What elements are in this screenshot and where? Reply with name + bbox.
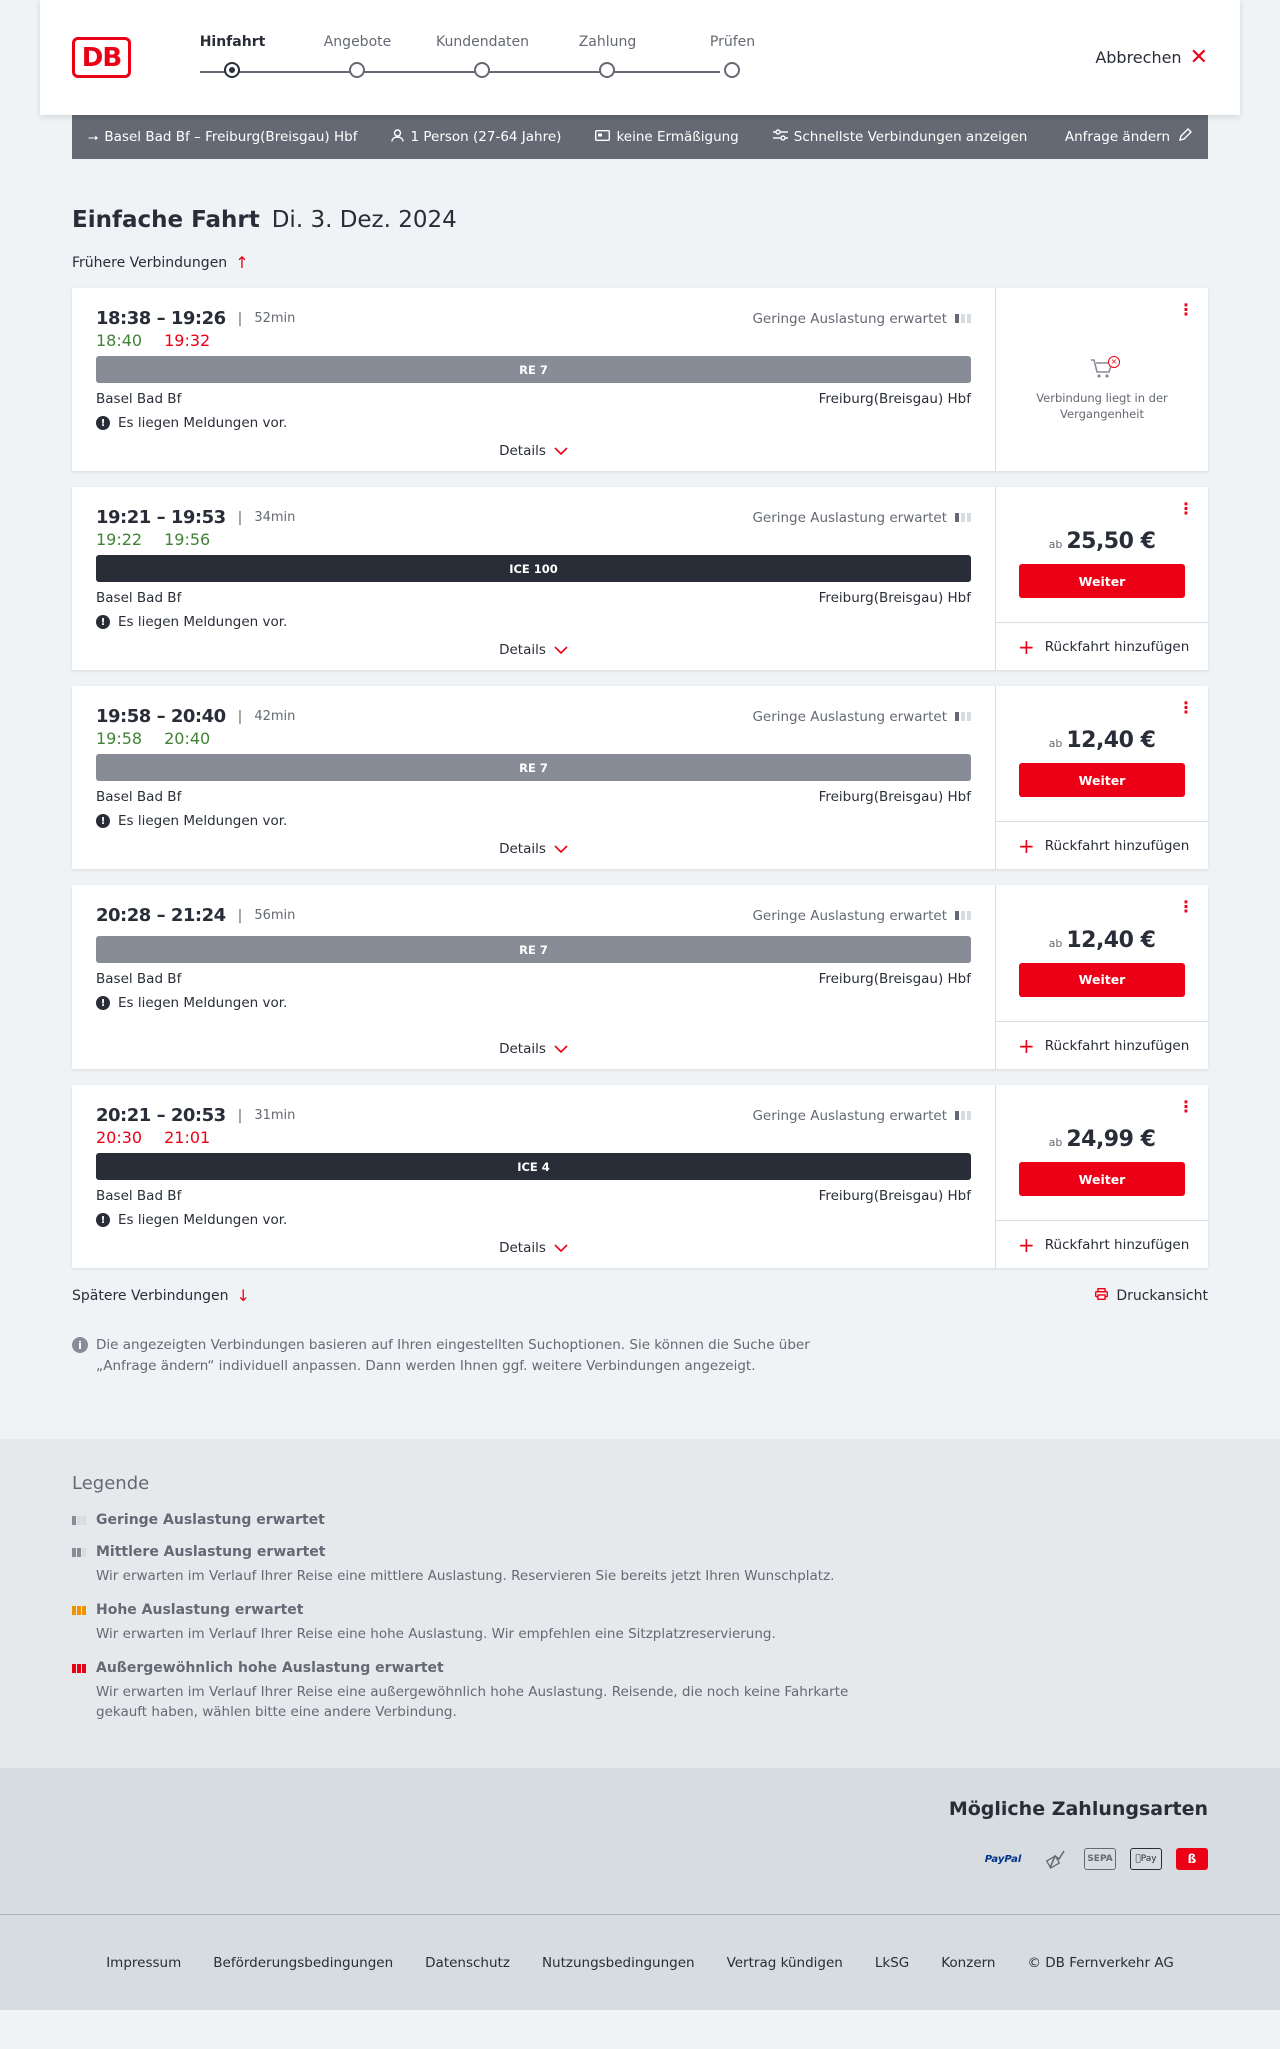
realtime-row	[96, 530, 971, 549]
load-extreme-icon	[72, 1664, 88, 1673]
progress-line	[200, 71, 720, 73]
warning-icon: !	[96, 416, 110, 430]
continue-button[interactable]: Weiter	[1019, 763, 1185, 797]
continue-button[interactable]: Weiter	[1019, 564, 1185, 598]
footer-link-konzern[interactable]: Konzern	[941, 1954, 996, 1971]
departure-station: Basel Bad Bf	[96, 391, 182, 407]
details-toggle[interactable]	[96, 1240, 971, 1256]
route-arrow-icon: ⭢	[88, 129, 99, 145]
legend-item-title: Außergewöhnlich hohe Auslastung erwartet	[96, 1660, 444, 1676]
past-connection-info	[996, 288, 1208, 471]
step-dot-icon	[474, 62, 490, 78]
realtime-departure: 18:40	[96, 331, 143, 350]
add-return-trip-label: Rückfahrt hinzufügen	[1044, 837, 1190, 854]
more-options-icon[interactable]: ⋮	[1178, 1097, 1194, 1116]
step-dot-icon	[349, 62, 365, 78]
continue-button[interactable]: Weiter	[1019, 963, 1185, 997]
load-forecast-label: Geringe Auslastung erwartet	[752, 509, 947, 526]
payment-icons	[974, 1848, 1208, 1870]
cancel-button[interactable]	[1095, 44, 1208, 70]
realtime-departure: 19:58	[96, 729, 143, 748]
step-angebote	[295, 34, 420, 50]
past-connection-text: Verbindung liegt in der Vergangenheit	[1036, 390, 1168, 421]
realtime-row	[96, 331, 971, 350]
legend-item-medium	[72, 1544, 1208, 1586]
separator: |	[237, 1107, 243, 1124]
load-forecast-label: Geringe Auslastung erwartet	[752, 1107, 947, 1124]
details-label: Details	[499, 1041, 546, 1057]
connection-list	[72, 288, 1208, 1268]
footer-copyright: © DB Fernverkehr AG	[1027, 1954, 1174, 1971]
stations-row	[96, 1188, 971, 1204]
scheduled-times: 20:21 – 20:53	[96, 1105, 226, 1126]
main-content	[72, 207, 1208, 1377]
page-title-row	[72, 207, 1208, 233]
details-label: Details	[499, 1240, 546, 1256]
later-connections-label: Spätere Verbindungen	[72, 1287, 229, 1304]
separator: |	[237, 708, 243, 725]
step-label: Angebote	[323, 34, 392, 50]
progress-steps	[170, 34, 756, 84]
connection-details[interactable]	[72, 1085, 995, 1268]
chevron-down-icon	[554, 842, 568, 856]
arrival-station: Freiburg(Breisgau) Hbf	[818, 971, 971, 987]
load-forecast-label: Geringe Auslastung erwartet	[752, 310, 947, 327]
scheduled-times: 19:58 – 20:40	[96, 706, 226, 727]
step-kundendaten	[420, 34, 545, 50]
info-icon: i	[72, 1337, 88, 1353]
realtime-arrival: 21:01	[164, 1128, 211, 1147]
print-view-link[interactable]	[1095, 1286, 1208, 1305]
load-low-icon	[955, 314, 971, 323]
times-row	[96, 706, 971, 727]
price	[1049, 728, 1156, 753]
cart-unavailable-icon	[1090, 356, 1118, 382]
load-high-icon	[72, 1606, 88, 1615]
warning-icon: !	[96, 814, 110, 828]
footer-link-impressum[interactable]: Impressum	[106, 1954, 182, 1971]
load-forecast	[752, 311, 971, 327]
db-logo[interactable]: DB	[72, 37, 131, 78]
load-forecast	[752, 1108, 971, 1124]
price-prefix: ab	[1048, 538, 1063, 551]
legend-item-extreme	[72, 1660, 1208, 1722]
payment-methods-section	[0, 1768, 1280, 1914]
footer-link-datenschutz[interactable]: Datenschutz	[425, 1954, 510, 1971]
details-label: Details	[499, 443, 546, 459]
bottom-links	[72, 1286, 1208, 1305]
legend-item-title: Hohe Auslastung erwartet	[96, 1602, 304, 1618]
chevron-down-icon	[554, 444, 568, 458]
footer-link-vertrag[interactable]: Vertrag kündigen	[726, 1954, 843, 1971]
departure-station: Basel Bad Bf	[96, 1188, 182, 1204]
arrow-up-icon: ↑	[235, 253, 249, 272]
step-zahlung	[545, 34, 670, 50]
search-info-text: Die angezeigten Verbindungen basieren auf Ihren eingestellten Suchoptionen. Sie können die Suche über „Anfrage ändern“ individuell anpassen. Dann werden Ihnen ggf. weitere Verbindungen angezeigt.	[96, 1337, 810, 1374]
chevron-down-icon	[554, 1042, 568, 1056]
connection-details[interactable]	[72, 288, 995, 471]
disruption-note-text: Es liegen Meldungen vor.	[118, 995, 288, 1011]
connection-card	[72, 288, 1208, 471]
query-persons-label: 1 Person (27-64 Jahre)	[410, 129, 562, 145]
load-low-icon	[955, 513, 971, 522]
load-forecast	[752, 510, 971, 526]
realtime-departure: 19:22	[96, 530, 143, 549]
query-summary-bar	[72, 115, 1208, 159]
separator: |	[237, 509, 243, 526]
plus-icon: +	[1018, 634, 1035, 659]
scheduled-times: 18:38 – 19:26	[96, 308, 226, 329]
connection-details[interactable]	[72, 885, 995, 1069]
connection-details[interactable]	[72, 487, 995, 670]
realtime-row	[96, 1128, 971, 1147]
person-icon	[391, 129, 404, 146]
disruption-note	[96, 415, 971, 431]
duration: 52min	[254, 311, 296, 326]
query-discount	[595, 129, 738, 145]
more-options-icon[interactable]: ⋮	[1178, 698, 1194, 717]
payment-title: Mögliche Zahlungsarten	[948, 1798, 1208, 1820]
realtime-row	[96, 729, 971, 748]
load-low-icon	[955, 712, 971, 721]
step-hinfahrt[interactable]	[170, 34, 295, 50]
step-label: Kundendaten	[435, 34, 530, 50]
train-bar: ICE 100	[96, 555, 971, 582]
price-amount: 25,50 €	[1066, 529, 1156, 554]
change-request-label: Anfrage ändern	[1064, 129, 1170, 145]
add-return-trip-label: Rückfahrt hinzufügen	[1044, 1236, 1190, 1253]
plus-icon: +	[1018, 833, 1035, 858]
legend-item-low	[72, 1512, 1208, 1528]
footer-link-nutzung[interactable]: Nutzungsbedingungen	[541, 1954, 695, 1971]
stations-row	[96, 789, 971, 805]
cancel-label: Abbrechen	[1095, 48, 1182, 67]
arrival-station: Freiburg(Breisgau) Hbf	[818, 1188, 971, 1204]
add-return-trip-label: Rückfahrt hinzufügen	[1044, 1037, 1190, 1054]
footer-link-befoerderung[interactable]: Beförderungsbedingungen	[213, 1954, 394, 1971]
price	[1049, 529, 1156, 554]
times-row	[96, 507, 971, 528]
realtime-arrival: 19:32	[164, 331, 211, 350]
price-amount: 24,99 €	[1066, 1127, 1156, 1152]
paypal-icon: PayPal	[984, 1853, 1022, 1865]
disruption-note-text: Es liegen Meldungen vor.	[118, 614, 288, 630]
chevron-down-icon	[554, 643, 568, 657]
realtime-arrival: 19:56	[164, 530, 211, 549]
plus-icon: +	[1018, 1033, 1035, 1058]
price-amount: 12,40 €	[1066, 927, 1156, 953]
details-toggle[interactable]	[96, 841, 971, 857]
stations-row	[96, 971, 971, 987]
connection-card	[72, 487, 1208, 670]
legend-item-high	[72, 1602, 1208, 1644]
printer-icon	[1095, 1288, 1108, 1304]
price-box	[996, 885, 1208, 1021]
price-box	[996, 686, 1208, 821]
card-icon	[595, 130, 610, 145]
disruption-note-text: Es liegen Meldungen vor.	[118, 415, 288, 431]
pencil-icon	[1178, 128, 1192, 146]
footer	[0, 1914, 1280, 2010]
legend-item-desc: Wir erwarten im Verlauf Ihrer Reise eine außergewöhnlich hohe Auslastung. Reisende, die noch keine Fahrkarte gekauft haben, wählen bitte eine andere Verbindung.	[96, 1684, 849, 1720]
query-persons	[391, 129, 561, 146]
offer-panel	[995, 686, 1208, 869]
add-return-trip-button[interactable]	[996, 1021, 1208, 1069]
add-return-trip-button[interactable]	[996, 622, 1208, 670]
duration: 56min	[254, 908, 296, 923]
page-title: Einfache Fahrt	[72, 207, 260, 233]
disruption-note	[96, 995, 971, 1011]
departure-station: Basel Bad Bf	[96, 971, 182, 987]
add-return-trip-button[interactable]	[996, 1220, 1208, 1268]
more-options-icon[interactable]: ⋮	[1178, 499, 1194, 518]
details-toggle[interactable]	[96, 642, 971, 658]
more-options-icon[interactable]: ⋮	[1178, 300, 1194, 319]
query-fastest	[773, 129, 1028, 145]
connection-card	[72, 686, 1208, 869]
arrival-station: Freiburg(Breisgau) Hbf	[818, 391, 971, 407]
train-bar: RE 7	[96, 754, 971, 781]
connection-card	[72, 885, 1208, 1069]
credit-card-icon	[1046, 1848, 1070, 1870]
change-request-button[interactable]	[1065, 128, 1192, 146]
scheduled-times: 20:28 – 21:24	[96, 905, 226, 926]
warning-icon: !	[96, 615, 110, 629]
sepa-icon: SEPA	[1084, 1848, 1116, 1870]
later-connections-link[interactable]	[72, 1286, 250, 1305]
load-forecast	[752, 709, 971, 725]
stations-row	[96, 391, 971, 407]
legend-section	[0, 1439, 1280, 1768]
legend-item-desc: Wir erwarten im Verlauf Ihrer Reise eine mittlere Auslastung. Reservieren Sie bereits jetzt Ihren Wunschplatz.	[96, 1568, 835, 1584]
query-fastest-label: Schnellste Verbindungen anzeigen	[793, 129, 1028, 145]
price-prefix: ab	[1048, 936, 1063, 950]
legend-title: Legende	[72, 1473, 150, 1494]
load-low-icon	[955, 1111, 971, 1120]
offer-panel	[995, 487, 1208, 670]
load-forecast	[752, 908, 971, 924]
earlier-connections-label: Frühere Verbindungen	[72, 254, 228, 271]
plus-icon: +	[1018, 1232, 1035, 1257]
disruption-note	[96, 813, 971, 829]
realtime-departure: 20:30	[96, 1128, 143, 1147]
apple-pay-label: Pay	[1138, 1854, 1154, 1864]
disruption-note	[96, 614, 971, 630]
legend-item-title: Geringe Auslastung erwartet	[96, 1512, 325, 1528]
duration: 42min	[254, 709, 296, 724]
query-route	[88, 129, 357, 145]
details-label: Details	[499, 841, 546, 857]
scheduled-times: 19:21 – 19:53	[96, 507, 226, 528]
step-dot-active-icon	[224, 62, 240, 78]
header	[40, 0, 1240, 115]
price-amount: 12,40 €	[1066, 728, 1156, 753]
apple-pay-icon	[1130, 1848, 1162, 1870]
duration: 31min	[254, 1108, 296, 1123]
offer-panel	[995, 288, 1208, 471]
chevron-down-icon	[554, 1241, 568, 1255]
disruption-note-text: Es liegen Meldungen vor.	[118, 813, 288, 829]
times-row	[96, 308, 971, 329]
price-prefix: ab	[1048, 737, 1063, 750]
train-bar: RE 7	[96, 936, 971, 963]
details-toggle[interactable]	[96, 1041, 971, 1057]
times-row	[96, 1105, 971, 1126]
continue-button[interactable]: Weiter	[1019, 1162, 1185, 1196]
footer-link-lksg[interactable]: LkSG	[874, 1954, 910, 1971]
arrow-down-icon: ↓	[236, 1286, 250, 1305]
legend-item-desc: Wir erwarten im Verlauf Ihrer Reise eine hohe Auslastung. Wir empfehlen eine Sitzplatzreservierung.	[96, 1626, 776, 1642]
step-label: Zahlung	[578, 34, 637, 50]
load-medium-icon	[72, 1548, 88, 1557]
earlier-connections-link[interactable]	[72, 253, 1208, 272]
connection-details[interactable]	[72, 686, 995, 869]
step-pruefen	[670, 34, 795, 50]
details-label: Details	[499, 642, 546, 658]
train-bar: ICE 4	[96, 1153, 971, 1180]
realtime-arrival: 20:40	[164, 729, 211, 748]
warning-icon: !	[96, 1213, 110, 1227]
train-bar: RE 7	[96, 356, 971, 383]
load-forecast-label: Geringe Auslastung erwartet	[752, 907, 947, 924]
print-view-label: Druckansicht	[1116, 1287, 1208, 1304]
load-low-icon	[955, 911, 971, 920]
departure-station: Basel Bad Bf	[96, 789, 182, 805]
sliders-icon	[773, 129, 788, 145]
warning-icon: !	[96, 996, 110, 1010]
departure-station: Basel Bad Bf	[96, 590, 182, 606]
offer-panel	[995, 885, 1208, 1069]
travel-date: Di. 3. Dez. 2024	[271, 207, 457, 233]
db-payment-icon: ß	[1176, 1848, 1208, 1870]
step-dot-icon	[724, 62, 740, 78]
price-box	[996, 487, 1208, 622]
close-icon: ✕	[1189, 44, 1208, 70]
duration: 34min	[254, 510, 296, 525]
separator: |	[237, 310, 243, 327]
price	[1049, 1127, 1156, 1152]
legend-item-title: Mittlere Auslastung erwartet	[96, 1544, 326, 1560]
disruption-note	[96, 1212, 971, 1228]
price-box	[996, 1085, 1208, 1220]
more-options-icon[interactable]: ⋮	[1178, 897, 1194, 916]
arrival-station: Freiburg(Breisgau) Hbf	[818, 590, 971, 606]
step-label: Prüfen	[709, 34, 756, 50]
separator: |	[237, 907, 243, 924]
offer-panel	[995, 1085, 1208, 1268]
connection-card	[72, 1085, 1208, 1268]
add-return-trip-button[interactable]	[996, 821, 1208, 869]
stations-row	[96, 590, 971, 606]
step-dot-icon	[599, 62, 615, 78]
price	[1049, 928, 1156, 953]
query-discount-label: keine Ermäßigung	[616, 129, 739, 145]
disruption-note-text: Es liegen Meldungen vor.	[118, 1212, 288, 1228]
arrival-station: Freiburg(Breisgau) Hbf	[818, 789, 971, 805]
price-prefix: ab	[1048, 1136, 1063, 1149]
load-low-icon	[72, 1516, 88, 1525]
x-badge-icon: ×	[1108, 356, 1120, 368]
step-label: Hinfahrt	[199, 34, 266, 50]
times-row	[96, 905, 971, 926]
load-forecast-label: Geringe Auslastung erwartet	[752, 708, 947, 725]
query-route-label: Basel Bad Bf – Freiburg(Breisgau) Hbf	[104, 129, 358, 145]
add-return-trip-label: Rückfahrt hinzufügen	[1044, 638, 1190, 655]
search-info-note	[72, 1335, 852, 1377]
details-toggle[interactable]	[96, 443, 971, 459]
